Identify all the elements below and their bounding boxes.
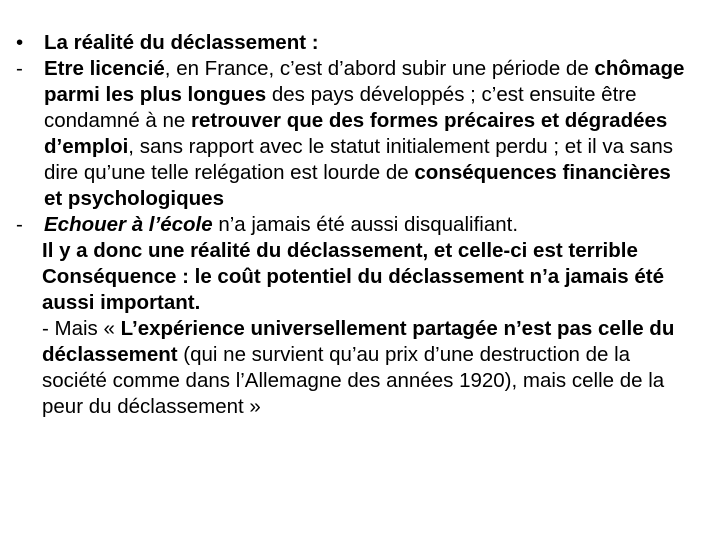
text-plain: - Mais « [42, 317, 121, 340]
list-item [0, 212, 720, 238]
text-plain: , en France, c’est d’abord subir une période de [164, 57, 595, 80]
bullet-heading [0, 30, 720, 56]
text-plain: (qui ne survient qu’au prix d’une destruction de la société comme dans l’Allemagne des années 1920), mais celle de la peur du déclassement » [42, 343, 665, 418]
text-bold: Etre licencié [44, 57, 165, 80]
text-bold: retrouver que des formes précaires et dégradées d’emploi [44, 109, 668, 158]
text-plain: n’a jamais été aussi disqualifiant. [212, 213, 519, 236]
bullet-heading-text: La réalité du déclassement : [44, 31, 319, 54]
paragraph-text: Il y a donc une réalité du déclassement, et celle-ci est terrible [42, 239, 638, 262]
list-item-text [44, 212, 720, 238]
dash-marker: - [16, 57, 23, 80]
dash-marker: - [16, 213, 23, 236]
text-bold: chômage parmi les plus longues [44, 57, 685, 106]
text-bold: conséquences financières et psychologiques [44, 161, 671, 210]
paragraph [0, 264, 720, 316]
paragraph [0, 238, 720, 264]
text-bold-italic: Echouer à l’école [44, 213, 213, 236]
bullet-marker: • [16, 31, 24, 54]
text-plain: , sans rapport avec le statut initialement perdu ; et il va sans dire qu’une telle relégation est lourde de [44, 135, 673, 184]
list-item-text [44, 56, 720, 212]
paragraph-text: Conséquence : le coût potentiel du déclassement n’a jamais été aussi important. [42, 265, 665, 314]
text-bold: L’expérience universellement partagée n’est pas celle du déclassement [42, 317, 675, 366]
paragraph-quote [0, 316, 720, 420]
text-plain: des pays développés ; c’est ensuite être condamné à ne [44, 83, 637, 132]
slide-body [0, 30, 720, 420]
list-item [0, 56, 720, 212]
